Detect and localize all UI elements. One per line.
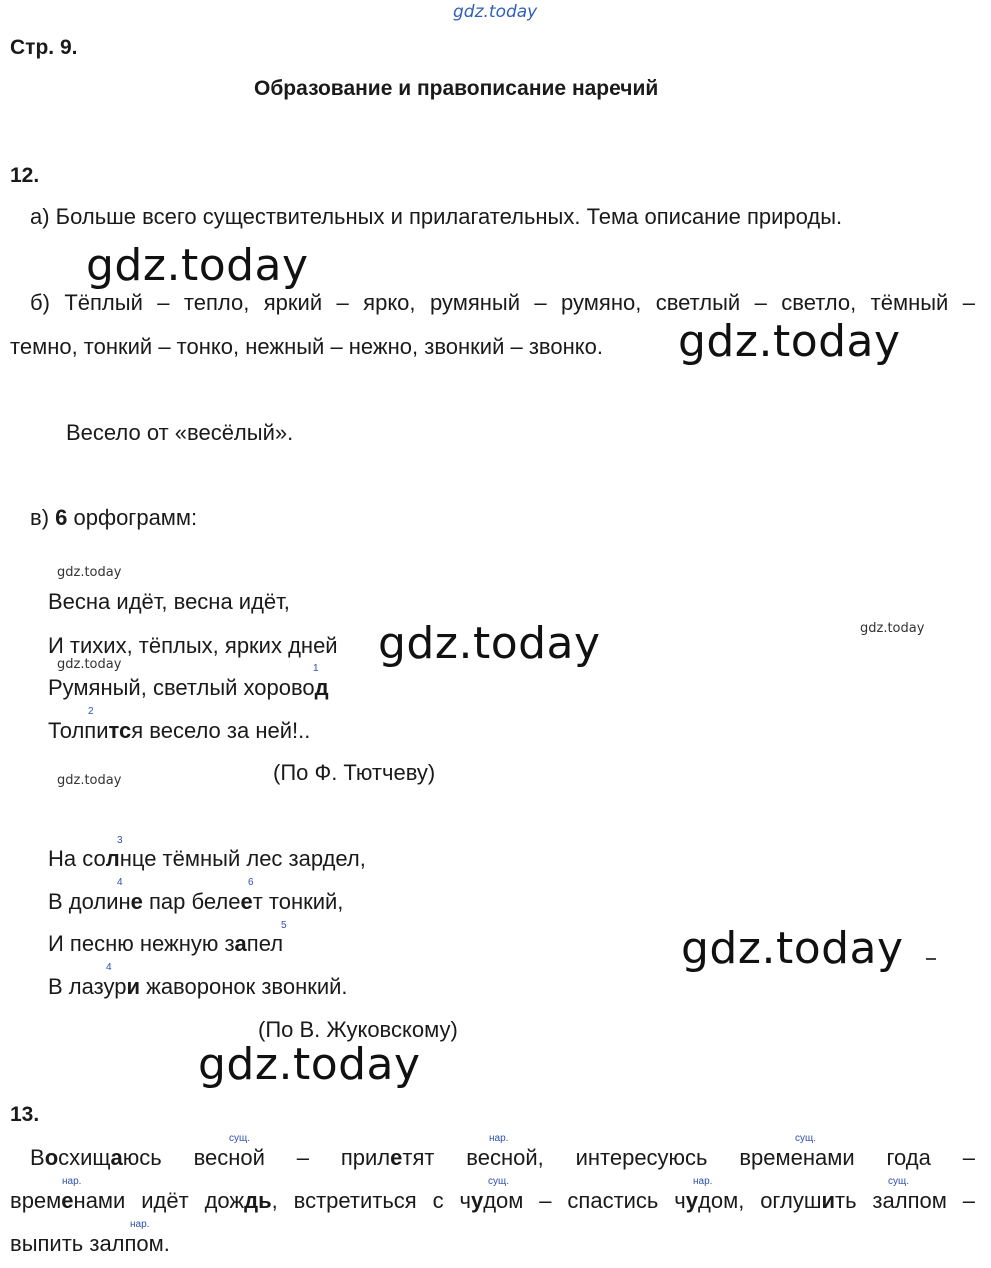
annotation-noun-2: сущ. <box>795 1133 817 1144</box>
exercise-12-v <box>30 505 197 531</box>
poem2-line2-text-a: В долин <box>48 889 131 914</box>
exercise-13-number: 13. <box>10 1103 40 1126</box>
stray-dash <box>926 958 936 960</box>
poem2-line2-orthogram-2: е <box>240 889 253 914</box>
ex13-word-6: интересуюсь <box>575 1145 708 1170</box>
poem1-line1: Весна идёт, весна идёт, <box>48 589 290 614</box>
poem2-author: (По В. Жуковскому) <box>258 1017 458 1042</box>
ex13-dash-2: – <box>962 1145 975 1170</box>
orthogram-mark-4a: 4 <box>117 877 123 888</box>
annotation-noun-3: сущ. <box>488 1176 510 1187</box>
poem2-line3-orthogram: а <box>234 931 247 956</box>
poem2-line1-text-a: На со <box>48 846 106 871</box>
watermark-small-4: gdz.today <box>57 773 122 788</box>
poem2-line2-text-c: пар беле <box>142 889 241 914</box>
annotation-noun-4: сущ. <box>888 1176 910 1187</box>
ex13-word-4: прилетят <box>340 1145 435 1170</box>
poem2-line1-orthogram: л <box>105 846 120 871</box>
ex13-word-5: весной, <box>466 1145 544 1170</box>
ex13-word-1: Восхищаюсь <box>30 1145 162 1170</box>
exercise-12-b-line1: б) Тёплый – тепло, яркий – ярко, румяный – румяно, светлый – светло, тёмный – <box>30 290 975 315</box>
exercise-12-number: 12. <box>10 164 40 187</box>
exercise-12-note: Весело от «весёлый». <box>66 420 294 445</box>
poem2-line1 <box>48 846 366 872</box>
orthogram-mark-3: 3 <box>117 835 123 846</box>
annotation-adv-2: нар. <box>62 1176 82 1187</box>
exercise-13-line3: выпить залпом. <box>10 1231 170 1256</box>
poem1-author: (По Ф. Тютчеву) <box>273 760 436 785</box>
poem2-line3-text-c: пел <box>246 931 284 956</box>
annotation-noun-1: сущ. <box>229 1133 251 1144</box>
annotation-adv-1: нар. <box>489 1133 509 1144</box>
poem1-line4-text-a: Толпи <box>48 718 109 743</box>
section-title: Образование и правописание наречий <box>254 77 659 100</box>
watermark-3: gdz.today <box>378 618 601 669</box>
exercise-12-b-line2: темно, тонкий – тонко, нежный – нежно, звонкий – звонко. <box>10 334 603 359</box>
watermark-4: gdz.today <box>681 923 904 974</box>
exercise-12-a: а) Больше всего существительных и прилагательных. Тема описание природы. <box>30 204 843 229</box>
poem2-line3 <box>48 931 283 957</box>
poem1-line4 <box>48 718 310 744</box>
exercise-12-v-suffix: орфограмм: <box>67 505 198 530</box>
poem1-line2: И тихих, тёплых, ярких дней <box>48 633 338 658</box>
watermark-2: gdz.today <box>678 316 901 367</box>
poem1-line4-text-c: я весело за ней!.. <box>131 718 311 743</box>
poem2-line4 <box>48 974 348 1000</box>
annotation-adv-3: нар. <box>693 1176 713 1187</box>
poem1-line4-orthogram: тс <box>108 718 132 743</box>
poem2-line4-orthogram: и <box>126 974 140 999</box>
poem2-line4-text-c: жаворонок звонкий. <box>139 974 348 999</box>
poem2-line3-text-a: И песню нежную з <box>48 931 235 956</box>
page-ref: Стр. 9. <box>10 36 78 59</box>
annotation-adv-4: нар. <box>130 1219 150 1230</box>
exercise-12-v-count: 6 <box>55 505 68 530</box>
orthogram-mark-1: 1 <box>313 663 319 674</box>
watermark-5: gdz.today <box>198 1039 421 1090</box>
poem2-line2-orthogram-1: е <box>130 889 143 914</box>
poem2-line4-text-a: В лазур <box>48 974 127 999</box>
exercise-12-v-prefix: в) <box>30 505 56 530</box>
ex13-word-8: года <box>886 1145 931 1170</box>
poem2-line2-text-e: т тонкий, <box>252 889 344 914</box>
orthogram-mark-6: 6 <box>248 877 254 888</box>
poem2-line1-text-c: нце тёмный лес зардел, <box>119 846 366 871</box>
exercise-13-line1 <box>10 1145 975 1171</box>
poem2-line2 <box>48 889 343 915</box>
orthogram-mark-4b: 4 <box>106 962 112 973</box>
poem1-line3-text: Румяный, светлый хорово <box>48 675 315 700</box>
watermark-small-1: gdz.today <box>57 565 122 580</box>
exercise-13-line2: временами идёт дождь, встретиться с чудом – спастись чудом, оглушить залпом – <box>10 1188 975 1213</box>
ex13-word-7: временами <box>739 1145 855 1170</box>
poem1-line3 <box>48 675 329 701</box>
orthogram-mark-5: 5 <box>281 920 287 931</box>
orthogram-mark-2: 2 <box>88 706 94 717</box>
ex13-dash-1: – <box>296 1145 310 1170</box>
watermark-1: gdz.today <box>86 240 309 291</box>
ex13-word-2: весной <box>193 1145 265 1170</box>
poem1-line3-orthogram: д <box>314 675 329 700</box>
watermark-small-2: gdz.today <box>860 621 925 636</box>
watermark-top: gdz.today <box>453 2 538 22</box>
watermark-small-3: gdz.today <box>57 657 122 672</box>
